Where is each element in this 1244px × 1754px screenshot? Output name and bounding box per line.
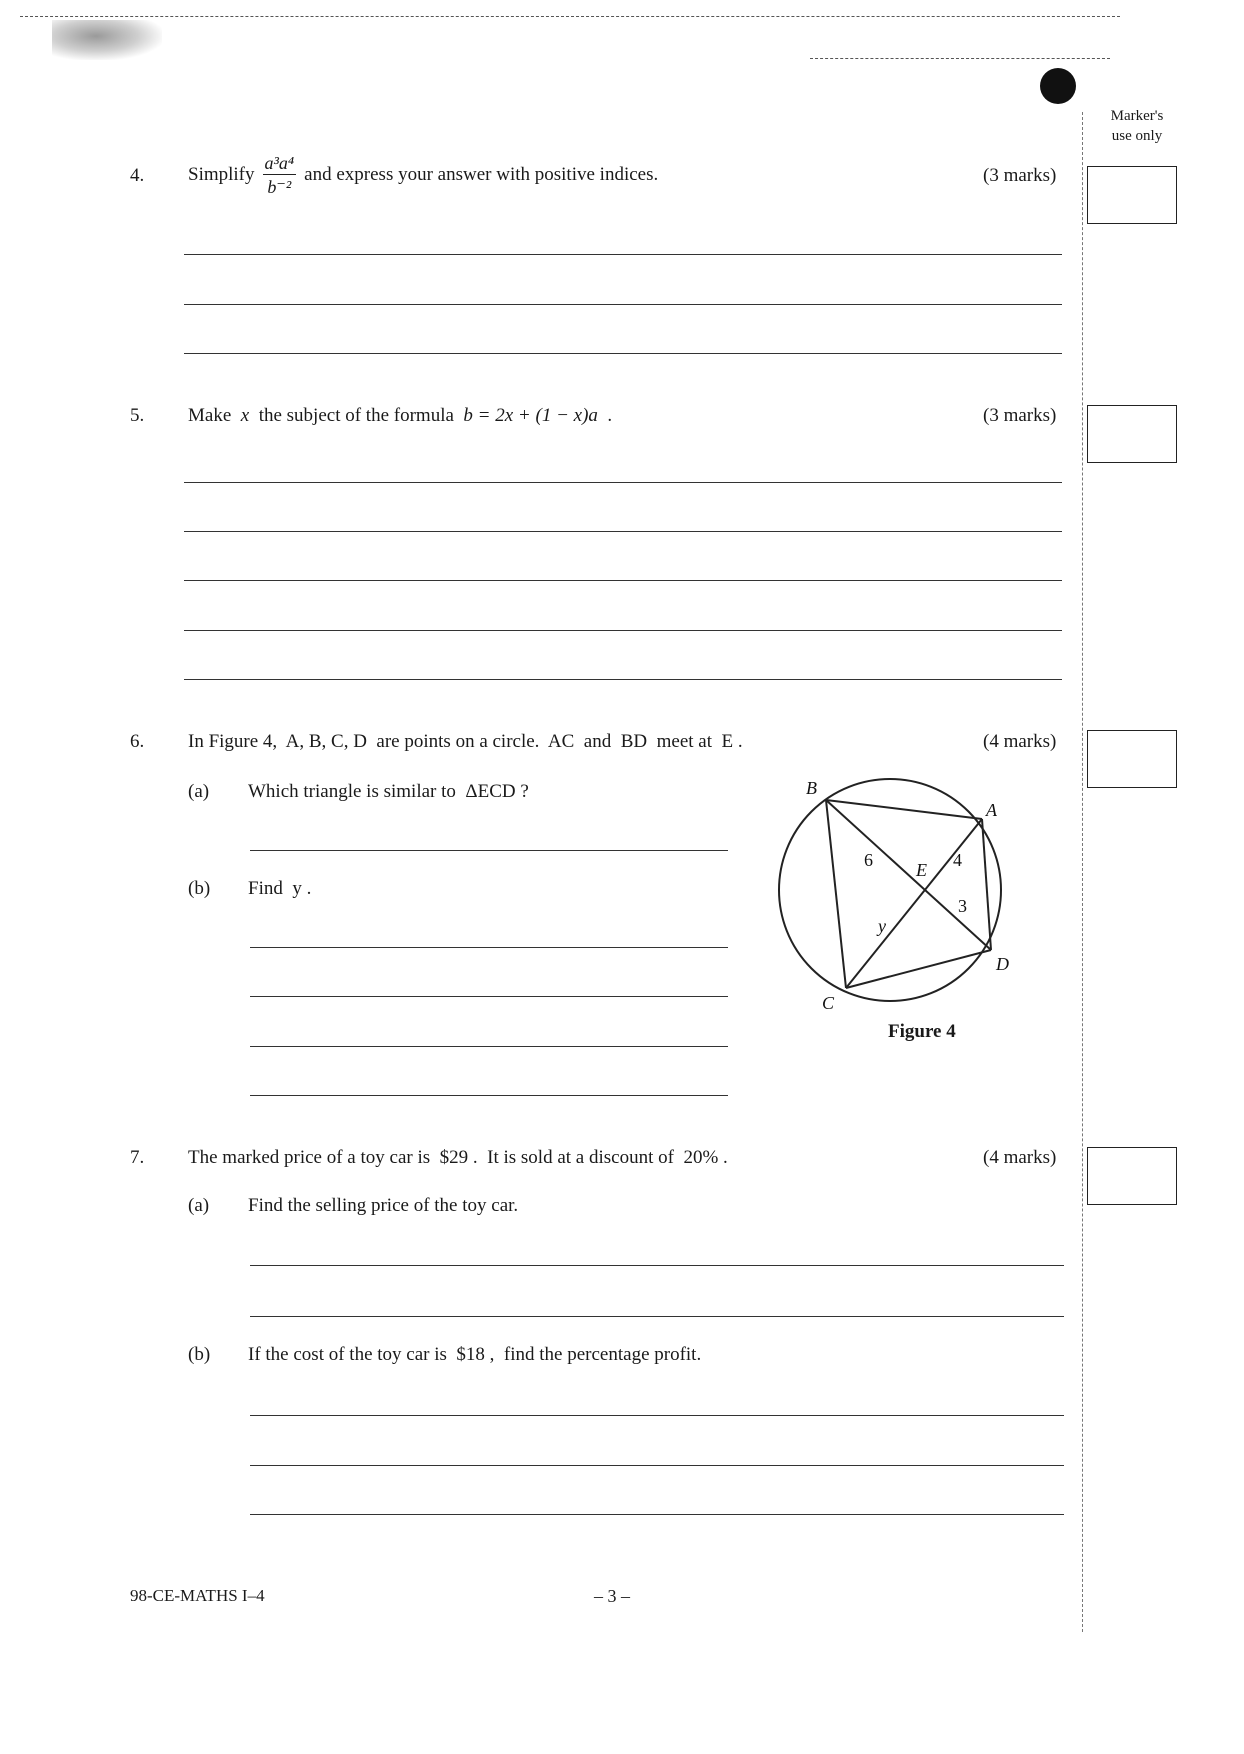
- chord-BD: [826, 800, 991, 950]
- segment-label-ED: 3: [958, 896, 967, 916]
- q6a-answer-line[interactable]: [250, 850, 728, 851]
- q7-text: The marked price of a toy car is $29 . It is sold at a discount of 20% .: [188, 1147, 728, 1168]
- q4-marks: (3 marks): [983, 165, 1057, 186]
- q6a-label: (a): [188, 781, 210, 802]
- q6-number: 6.: [130, 731, 145, 752]
- q6b-answer-line-3[interactable]: [250, 1046, 728, 1047]
- scan-smudge: [52, 20, 162, 60]
- chord-DA: [982, 819, 991, 950]
- point-label-E: E: [916, 860, 927, 880]
- q4-answer-line-3[interactable]: [184, 353, 1062, 354]
- point-label-A: A: [986, 800, 997, 820]
- point-label-C: C: [822, 993, 835, 1013]
- scan-edge-top-right: [810, 58, 1110, 59]
- q4-text: [188, 145, 658, 205]
- q5-answer-line-3[interactable]: [184, 580, 1062, 581]
- scan-edge-top: [20, 16, 1120, 17]
- figure-circle: [779, 779, 1001, 1001]
- figure-4-caption: Figure 4: [888, 1021, 956, 1042]
- point-label-B: B: [806, 778, 817, 798]
- q6b-answer-line-4[interactable]: [250, 1095, 728, 1096]
- marker-box-q7[interactable]: [1087, 1147, 1177, 1205]
- q4-suffix: and express your answer with positive indices.: [304, 164, 659, 185]
- marker-title-line1: Marker's: [1110, 108, 1164, 124]
- segment-label-EA: 4: [953, 850, 962, 870]
- q7b-text: If the cost of the toy car is $18 , find the percentage profit.: [248, 1344, 702, 1365]
- q7a-answer-line-2[interactable]: [250, 1316, 1064, 1317]
- q5-end: .: [607, 405, 613, 426]
- marker-column-title: [1097, 106, 1177, 146]
- q5-number: 5.: [130, 405, 145, 426]
- footer-paper-code: 98-CE-MATHS I–4: [130, 1586, 265, 1605]
- q5-text: [188, 405, 612, 427]
- q4-answer-line-1[interactable]: [184, 254, 1062, 255]
- marker-box-q6[interactable]: [1087, 730, 1177, 788]
- q4-answer-line-2[interactable]: [184, 304, 1062, 305]
- q6b-answer-line-2[interactable]: [250, 996, 728, 997]
- q7a-text: Find the selling price of the toy car.: [248, 1195, 519, 1216]
- q7b-answer-line-2[interactable]: [250, 1465, 1064, 1466]
- registration-dot: [1040, 68, 1076, 104]
- q6-marks: (4 marks): [983, 731, 1057, 752]
- q5-marks: (3 marks): [983, 405, 1057, 426]
- q6b-label: (b): [188, 878, 211, 899]
- segment-label-CE: y: [878, 916, 886, 936]
- q6b-text: Find y .: [248, 878, 312, 899]
- q4-fraction-denominator: b⁻²: [267, 176, 292, 197]
- q6-text: In Figure 4, A, B, C, D are points on a circle. AC and BD meet at E .: [188, 731, 743, 752]
- q5-variable: x: [240, 405, 250, 426]
- q7-marks: (4 marks): [983, 1147, 1057, 1168]
- q5-answer-line-4[interactable]: [184, 630, 1062, 631]
- q7b-answer-line-3[interactable]: [250, 1514, 1064, 1515]
- marker-column-separator: [1082, 112, 1083, 1632]
- q6a-text: Which triangle is similar to ΔECD ?: [248, 781, 529, 802]
- q5-middle: the subject of the formula: [258, 405, 454, 426]
- q7b-answer-line-1[interactable]: [250, 1415, 1064, 1416]
- q5-answer-line-2[interactable]: [184, 531, 1062, 532]
- q4-fraction-numerator: a³a⁴: [264, 152, 295, 173]
- marker-box-q4[interactable]: [1087, 166, 1177, 224]
- q5-prefix: Make: [188, 405, 232, 426]
- point-label-D: D: [996, 954, 1009, 974]
- marker-box-q5[interactable]: [1087, 405, 1177, 463]
- q7a-label: (a): [188, 1195, 210, 1216]
- marker-title-line2: use only: [1111, 128, 1163, 144]
- q5-answer-line-5[interactable]: [184, 679, 1062, 680]
- q7a-answer-line-1[interactable]: [250, 1265, 1064, 1266]
- q6b-answer-line-1[interactable]: [250, 947, 728, 948]
- segment-label-BE: 6: [864, 850, 873, 870]
- q4-fraction: [263, 153, 297, 198]
- q4-number: 4.: [130, 165, 145, 186]
- figure-4-diagram: [770, 770, 1040, 1020]
- footer-page-number: – 3 –: [594, 1586, 630, 1606]
- q5-formula: b = 2x + (1 − x)a: [463, 405, 598, 426]
- q7-number: 7.: [130, 1147, 145, 1168]
- q4-prefix: Simplify: [188, 164, 255, 185]
- q5-answer-line-1[interactable]: [184, 482, 1062, 483]
- chord-BC: [826, 800, 846, 988]
- q7b-label: (b): [188, 1344, 211, 1365]
